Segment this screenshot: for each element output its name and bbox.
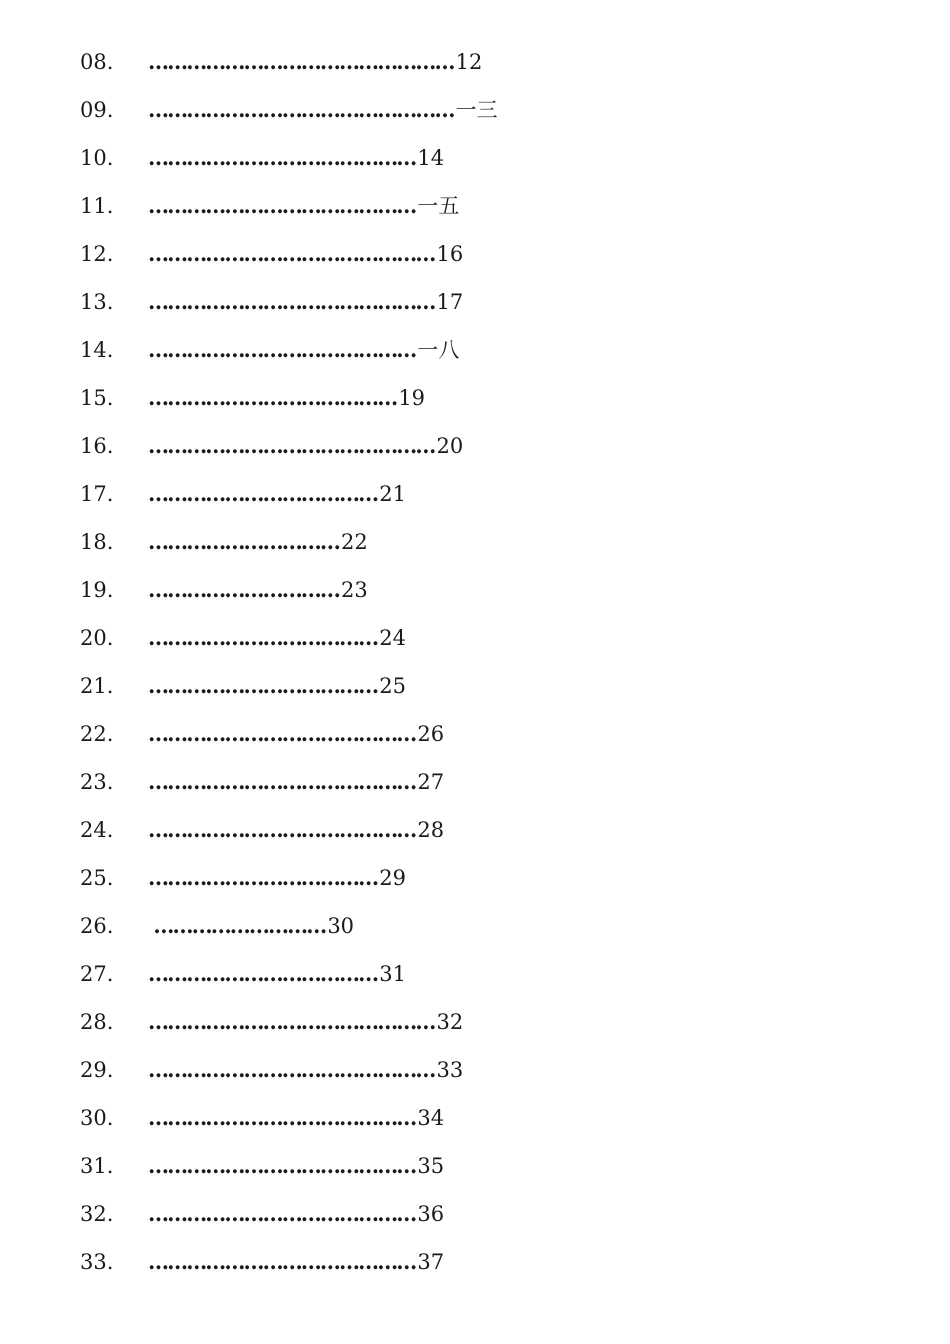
dot-leader: …………………………	[148, 577, 340, 602]
toc-entry	[80, 710, 940, 758]
toc-entry	[80, 806, 940, 854]
dot-leader: ……………………………………	[148, 721, 416, 746]
toc-entry	[80, 1046, 940, 1094]
toc-entry	[80, 1190, 940, 1238]
page-number: 31	[379, 962, 406, 986]
toc-entry	[80, 374, 940, 422]
page-number: 37	[417, 1250, 445, 1274]
entry-number: 23.	[80, 770, 114, 794]
dot-leader: ………………………………………	[148, 1009, 435, 1034]
toc-entry	[80, 854, 940, 902]
page-number: 12	[455, 50, 483, 74]
dot-leader: ………………………	[148, 913, 326, 938]
toc-entry	[80, 950, 940, 998]
page-number: 36	[417, 1202, 445, 1226]
entry-number: 11.	[80, 194, 114, 218]
toc-entry	[80, 518, 940, 566]
page-number: 30	[327, 914, 355, 938]
dot-leader: ………………………………	[148, 673, 378, 698]
entry-number: 21.	[80, 674, 114, 698]
dot-leader: ……………………………………	[148, 337, 416, 362]
toc-entry	[80, 86, 940, 134]
page-number: 27	[417, 770, 445, 794]
toc-entry	[80, 326, 940, 374]
entry-number: 28.	[80, 1010, 114, 1034]
entry-number: 12.	[80, 242, 114, 266]
page-number: 21	[379, 482, 406, 506]
toc-entry	[80, 1142, 940, 1190]
toc-entry	[80, 614, 940, 662]
toc-entry	[80, 566, 940, 614]
entry-number: 16.	[80, 434, 114, 458]
entry-number: 27.	[80, 962, 114, 986]
entry-number: 17.	[80, 482, 114, 506]
page-number: 17	[436, 290, 464, 314]
dot-leader: ……………………………………	[148, 145, 416, 170]
dot-leader: ………………………………	[148, 481, 378, 506]
dot-leader: …………………………	[148, 529, 340, 554]
toc-entry	[80, 1238, 940, 1286]
toc-entry	[80, 998, 940, 1046]
page-number: 16	[436, 242, 464, 266]
page-number: 26	[417, 722, 445, 746]
dot-leader: ………………………………………	[148, 433, 435, 458]
entry-number: 25.	[80, 866, 114, 890]
toc-entry	[80, 662, 940, 710]
entry-number: 13.	[80, 290, 114, 314]
page-number: 一三	[455, 98, 498, 122]
page-number: 25	[379, 674, 406, 698]
dot-leader: …………………………………	[148, 385, 397, 410]
toc-entry	[80, 902, 940, 950]
page-number: 24	[379, 626, 406, 650]
page-number: 22	[341, 530, 368, 554]
toc-entry	[80, 1094, 940, 1142]
entry-number: 29.	[80, 1058, 114, 1082]
toc-entry	[80, 278, 940, 326]
page-number: 一八	[417, 338, 460, 362]
dot-leader: ……………………………………	[148, 769, 416, 794]
dot-leader: …………………………………………	[148, 97, 454, 122]
dot-leader: ……………………………………	[148, 1153, 416, 1178]
page-number: 一五	[417, 194, 460, 218]
toc-entry	[80, 230, 940, 278]
entry-number: 18.	[80, 530, 114, 554]
entry-number: 30.	[80, 1106, 114, 1130]
dot-leader: ………………………………………	[148, 1057, 435, 1082]
entry-number: 22.	[80, 722, 114, 746]
dot-leader: ……………………………………	[148, 1105, 416, 1130]
entry-number: 32.	[80, 1202, 114, 1226]
page-number: 19	[398, 386, 426, 410]
dot-leader: ……………………………………	[148, 1249, 416, 1274]
dot-leader: ………………………………………	[148, 241, 435, 266]
toc-entry	[80, 470, 940, 518]
dot-leader: …………………………………………	[148, 49, 454, 74]
toc-entry	[80, 422, 940, 470]
entry-number: 26.	[80, 914, 114, 938]
dot-leader: ………………………………………	[148, 289, 435, 314]
toc-entry	[80, 758, 940, 806]
dot-leader: ………………………………	[148, 865, 378, 890]
entry-number: 33.	[80, 1250, 114, 1274]
page-number: 32	[436, 1010, 464, 1034]
page-number: 29	[379, 866, 406, 890]
dot-leader: ……………………………………	[148, 817, 416, 842]
entry-number: 14.	[80, 338, 114, 362]
toc-entry	[80, 38, 940, 86]
toc-entry	[80, 134, 940, 182]
page-number: 35	[417, 1154, 445, 1178]
entry-number: 20.	[80, 626, 114, 650]
entry-number: 24.	[80, 818, 114, 842]
page-number: 20	[436, 434, 464, 458]
entry-number: 31.	[80, 1154, 114, 1178]
page-number: 33	[436, 1058, 464, 1082]
page-number: 28	[417, 818, 445, 842]
entry-number: 10.	[80, 146, 114, 170]
entry-number: 15.	[80, 386, 114, 410]
page-number: 23	[341, 578, 368, 602]
dot-leader: ……………………………………	[148, 193, 416, 218]
toc-entry	[80, 182, 940, 230]
page-number: 34	[417, 1106, 445, 1130]
entry-number: 08.	[80, 50, 114, 74]
entry-number: 19.	[80, 578, 114, 602]
dot-leader: ………………………………	[148, 961, 378, 986]
dot-leader: ………………………………	[148, 625, 378, 650]
dot-leader: ……………………………………	[148, 1201, 416, 1226]
entry-number: 09.	[80, 98, 114, 122]
page-number: 14	[417, 146, 445, 170]
